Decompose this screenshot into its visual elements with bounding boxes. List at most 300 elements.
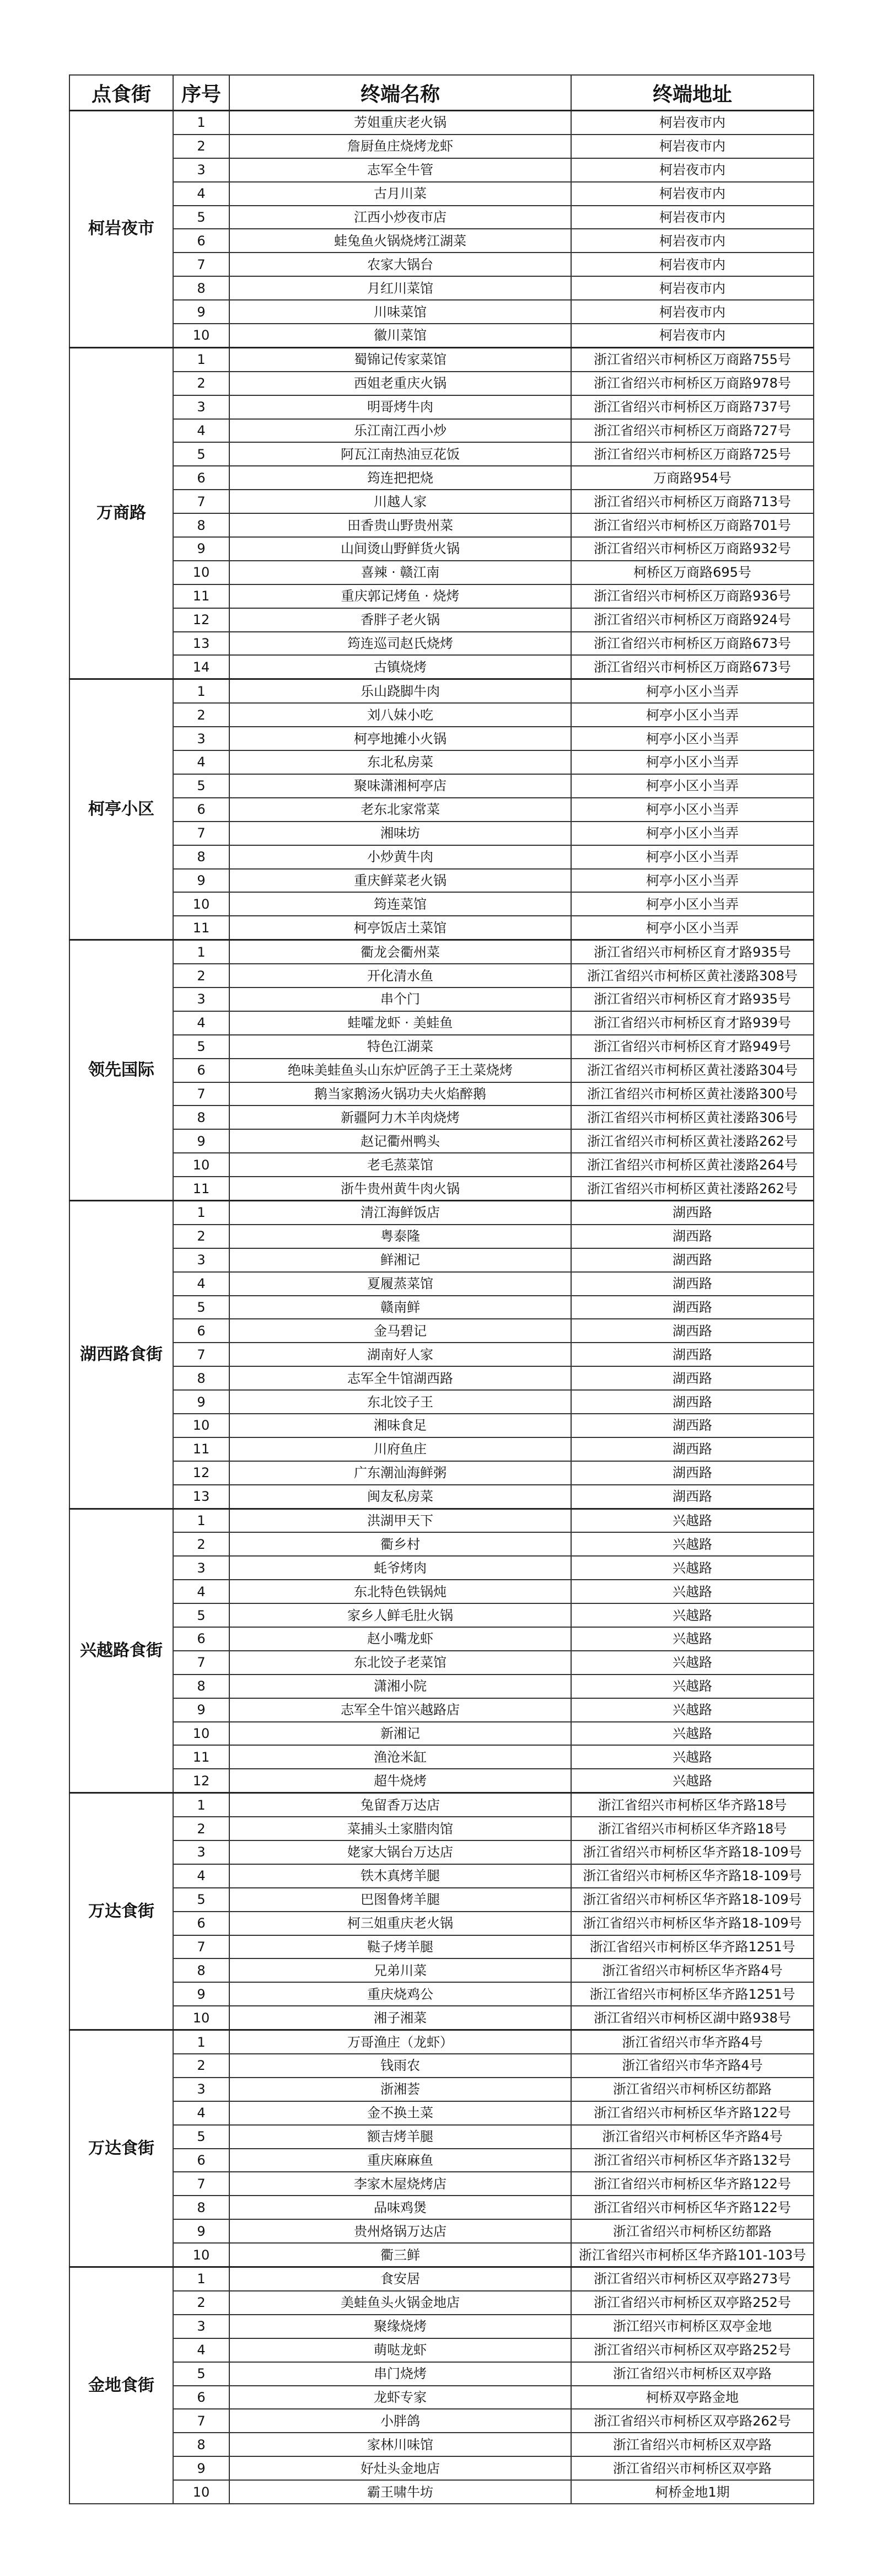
terminal-address-cell: 浙江省绍兴市柯桥区黄社溇路308号	[571, 964, 814, 988]
serial-number-cell: 8	[173, 1366, 229, 1390]
terminal-address-cell: 浙江省绍兴市柯桥区双亭路262号	[571, 2409, 814, 2433]
terminal-name-cell: 鞑子烤羊腿	[229, 1935, 571, 1959]
serial-number-cell: 14	[173, 655, 229, 679]
serial-number-cell: 11	[173, 916, 229, 940]
terminal-name-cell: 赣南鲜	[229, 1296, 571, 1319]
table-row	[69, 2101, 814, 2125]
serial-number-cell: 5	[173, 1888, 229, 1912]
terminal-name-cell: 江西小炒夜市店	[229, 206, 571, 229]
terminal-address-cell: 浙江省绍兴市柯桥区纺都路	[571, 2219, 814, 2243]
terminal-name-cell: 重庆鲜菜老火锅	[229, 869, 571, 893]
serial-number-cell: 6	[173, 466, 229, 490]
serial-number-cell: 6	[173, 1059, 229, 1082]
terminal-name-cell: 筠连巡司赵氏烧烤	[229, 632, 571, 656]
terminal-address-cell: 兴越路	[571, 1580, 814, 1603]
table-row	[69, 253, 814, 276]
terminal-address-cell: 柯岩夜市内	[571, 135, 814, 158]
table-row	[69, 1864, 814, 1888]
table-row	[69, 1366, 814, 1390]
table-row	[69, 798, 814, 822]
serial-number-cell: 5	[173, 2125, 229, 2149]
serial-number-cell: 9	[173, 2456, 229, 2480]
terminal-address-cell: 兴越路	[571, 1532, 814, 1556]
table-row	[69, 1461, 814, 1485]
table-row	[69, 1200, 814, 1224]
table-row	[69, 2338, 814, 2362]
terminal-name-cell: 川府鱼庄	[229, 1437, 571, 1461]
serial-number-cell: 4	[173, 1272, 229, 1296]
terminal-address-cell: 浙江省绍兴市柯桥区双亭路252号	[571, 2291, 814, 2315]
serial-number-cell: 2	[173, 372, 229, 395]
terminal-address-cell: 柯亭小区小当弄	[571, 916, 814, 940]
terminal-address-cell: 柯亭小区小当弄	[571, 869, 814, 893]
table-row	[69, 2456, 814, 2480]
table-row	[69, 442, 814, 466]
serial-number-cell: 9	[173, 1982, 229, 2006]
terminal-address-cell: 浙江省绍兴市柯桥区华齐路18-109号	[571, 1888, 814, 1912]
table-row	[69, 608, 814, 632]
serial-number-cell: 3	[173, 158, 229, 182]
terminal-name-cell: 柯亭饭店土菜馆	[229, 916, 571, 940]
terminal-name-cell: 湘味食足	[229, 1414, 571, 1437]
table-row	[69, 1722, 814, 1746]
serial-number-cell: 7	[173, 490, 229, 513]
serial-number-cell: 10	[173, 1414, 229, 1437]
terminal-list-document	[69, 74, 813, 2504]
table-row	[69, 988, 814, 1011]
terminal-name-cell: 美蛙鱼头火锅金地店	[229, 2291, 571, 2315]
terminal-address-cell: 兴越路	[571, 1603, 814, 1627]
table-row	[69, 940, 814, 964]
terminal-name-cell: 鹅当家鹅汤火锅功夫火焰醉鹅	[229, 1082, 571, 1106]
table-row	[69, 584, 814, 608]
table-row	[69, 1105, 814, 1129]
table-row	[69, 158, 814, 182]
serial-number-cell: 8	[173, 1105, 229, 1129]
table-row	[69, 395, 814, 419]
terminal-name-cell: 品味鸡煲	[229, 2196, 571, 2219]
terminal-name-cell: 夏履蒸菜馆	[229, 1272, 571, 1296]
serial-number-cell: 7	[173, 2172, 229, 2196]
serial-number-cell: 5	[173, 2362, 229, 2386]
terminal-address-cell: 浙江省绍兴市柯桥区华齐路1251号	[571, 1982, 814, 2006]
serial-number-cell: 7	[173, 2409, 229, 2433]
terminal-name-cell: 西姐老重庆火锅	[229, 372, 571, 395]
terminal-address-cell: 柯岩夜市内	[571, 158, 814, 182]
serial-number-cell: 5	[173, 442, 229, 466]
table-row	[69, 964, 814, 988]
terminal-address-cell: 柯亭小区小当弄	[571, 727, 814, 750]
serial-number-cell: 3	[173, 988, 229, 1011]
food-street-cell: 万达食街	[69, 2030, 173, 2267]
terminal-name-cell: 兔留香万达店	[229, 1793, 571, 1817]
terminal-name-cell: 湖南好人家	[229, 1343, 571, 1366]
serial-number-cell: 6	[173, 1319, 229, 1343]
table-row	[69, 2149, 814, 2172]
terminal-name-cell: 家乡人鲜毛肚火锅	[229, 1603, 571, 1627]
terminal-address-cell: 浙江省绍兴市柯桥区万商路713号	[571, 490, 814, 513]
terminal-name-cell: 金马碧记	[229, 1319, 571, 1343]
terminal-address-cell: 湖西路	[571, 1248, 814, 1272]
table-row	[69, 1769, 814, 1793]
serial-number-cell: 4	[173, 2338, 229, 2362]
terminal-address-cell: 浙江省绍兴市柯桥区万商路701号	[571, 513, 814, 537]
food-street-cell: 湖西路食街	[69, 1200, 173, 1509]
table-row	[69, 1556, 814, 1580]
terminal-address-cell: 浙江省绍兴市柯桥区黄社溇路262号	[571, 1129, 814, 1153]
table-row	[69, 1296, 814, 1319]
terminal-address-cell: 浙江省绍兴市柯桥区华齐路4号	[571, 1958, 814, 1982]
terminal-address-cell: 浙江省绍兴市柯桥区育才路935号	[571, 940, 814, 964]
table-row	[69, 1793, 814, 1817]
terminal-address-cell: 浙江省绍兴市柯桥区华齐路101-103号	[571, 2243, 814, 2267]
table-row	[69, 490, 814, 513]
terminal-address-cell: 浙江省绍兴市华齐路4号	[571, 2030, 814, 2054]
table-row	[69, 537, 814, 561]
serial-number-cell: 10	[173, 324, 229, 347]
table-row	[69, 822, 814, 845]
terminal-address-cell: 兴越路	[571, 1722, 814, 1746]
terminal-address-cell: 浙江省绍兴市柯桥区万商路932号	[571, 537, 814, 561]
table-row	[69, 1888, 814, 1912]
serial-number-cell: 7	[173, 822, 229, 845]
serial-number-cell: 6	[173, 1627, 229, 1651]
table-row	[69, 2030, 814, 2054]
terminal-address-cell: 浙江省绍兴市柯桥区双亭路	[571, 2362, 814, 2386]
terminal-name-cell: 田香贵山野贵州菜	[229, 513, 571, 537]
terminal-name-cell: 好灶头金地店	[229, 2456, 571, 2480]
serial-number-cell: 4	[173, 1580, 229, 1603]
terminal-address-cell: 浙江省绍兴市柯桥区华齐路18-109号	[571, 1912, 814, 1935]
header-food-street: 点食街	[69, 75, 173, 111]
terminal-address-cell: 浙江省绍兴市柯桥区华齐路122号	[571, 2196, 814, 2219]
serial-number-cell: 8	[173, 276, 229, 300]
terminal-address-cell: 浙江省绍兴市柯桥区华齐路122号	[571, 2172, 814, 2196]
terminal-name-cell: 超牛烧烤	[229, 1769, 571, 1793]
terminal-name-cell: 菜捕头土家腊肉馆	[229, 1817, 571, 1840]
table-row	[69, 513, 814, 537]
terminal-name-cell: 蛙兔鱼火锅烧烤江湖菜	[229, 229, 571, 253]
terminal-name-cell: 姥家大锅台万达店	[229, 1840, 571, 1864]
serial-number-cell: 6	[173, 2386, 229, 2409]
serial-number-cell: 13	[173, 632, 229, 656]
table-row	[69, 774, 814, 798]
table-row	[69, 2078, 814, 2101]
table-row	[69, 892, 814, 916]
table-row	[69, 1011, 814, 1035]
serial-number-cell: 6	[173, 229, 229, 253]
serial-number-cell: 10	[173, 1153, 229, 1177]
terminal-name-cell: 广东潮汕海鲜粥	[229, 1461, 571, 1485]
serial-number-cell: 2	[173, 135, 229, 158]
terminal-address-cell: 浙江省绍兴市柯桥区育才路949号	[571, 1035, 814, 1059]
table-row	[69, 135, 814, 158]
terminal-name-cell: 闽友私房菜	[229, 1485, 571, 1509]
serial-number-cell: 9	[173, 869, 229, 893]
terminal-address-cell: 浙江省绍兴市柯桥区双亭路	[571, 2456, 814, 2480]
terminal-name-cell: 衢三鲜	[229, 2243, 571, 2267]
terminal-name-cell: 家林川味馆	[229, 2433, 571, 2456]
serial-number-cell: 1	[173, 1200, 229, 1224]
terminal-name-cell: 李家木屋烧烤店	[229, 2172, 571, 2196]
terminal-name-cell: 金不换土菜	[229, 2101, 571, 2125]
table-row	[69, 1651, 814, 1675]
terminal-address-cell: 湖西路	[571, 1437, 814, 1461]
table-row	[69, 182, 814, 206]
terminal-name-cell: 赵小嘴龙虾	[229, 1627, 571, 1651]
terminal-name-cell: 串门烧烤	[229, 2362, 571, 2386]
food-street-cell: 金地食街	[69, 2267, 173, 2504]
table-row	[69, 1627, 814, 1651]
table-row	[69, 1082, 814, 1106]
terminal-name-cell: 重庆麻麻鱼	[229, 2149, 571, 2172]
terminal-address-cell: 湖西路	[571, 1343, 814, 1366]
terminal-address-cell: 浙江省绍兴市柯桥区华齐路18号	[571, 1793, 814, 1817]
table-row	[69, 276, 814, 300]
serial-number-cell: 2	[173, 964, 229, 988]
serial-number-cell: 11	[173, 1437, 229, 1461]
serial-number-cell: 7	[173, 1935, 229, 1959]
serial-number-cell: 5	[173, 774, 229, 798]
table-row	[69, 2172, 814, 2196]
table-row	[69, 1319, 814, 1343]
terminal-address-cell: 柯岩夜市内	[571, 182, 814, 206]
terminal-address-cell: 浙江省绍兴市柯桥区华齐路18-109号	[571, 1864, 814, 1888]
terminal-address-cell: 湖西路	[571, 1390, 814, 1414]
terminal-address-cell: 浙江省绍兴市柯桥区育才路939号	[571, 1011, 814, 1035]
terminal-address-cell: 浙江省绍兴市柯桥区双亭路252号	[571, 2338, 814, 2362]
terminal-name-cell: 兄弟川菜	[229, 1958, 571, 1982]
terminal-address-cell: 兴越路	[571, 1745, 814, 1769]
terminal-name-cell: 东北饺子老菜馆	[229, 1651, 571, 1675]
table-row	[69, 1935, 814, 1959]
terminal-address-cell: 浙江省绍兴市柯桥区华齐路4号	[571, 2125, 814, 2149]
terminal-name-cell: 洪湖甲天下	[229, 1509, 571, 1532]
header-terminal-address: 终端地址	[571, 75, 814, 111]
terminal-name-cell: 潇湘小院	[229, 1675, 571, 1698]
table-row	[69, 1035, 814, 1059]
serial-number-cell: 2	[173, 703, 229, 727]
serial-number-cell: 7	[173, 253, 229, 276]
table-row	[69, 229, 814, 253]
terminal-name-cell: 阿瓦江南热油豆花饭	[229, 442, 571, 466]
terminal-address-cell: 柯岩夜市内	[571, 276, 814, 300]
table-row	[69, 655, 814, 679]
terminal-name-cell: 绝味美蛙鱼头山东炉匠鸽子王土菜烧烤	[229, 1059, 571, 1082]
terminal-address-cell: 浙江省绍兴市柯桥区黄社溇路306号	[571, 1105, 814, 1129]
table-row	[69, 1272, 814, 1296]
terminal-address-cell: 柯岩夜市内	[571, 300, 814, 324]
terminal-address-cell: 湖西路	[571, 1485, 814, 1509]
table-row	[69, 2433, 814, 2456]
table-row	[69, 2480, 814, 2504]
serial-number-cell: 2	[173, 1225, 229, 1248]
terminal-name-cell: 霸王啸牛坊	[229, 2480, 571, 2504]
table-row	[69, 1817, 814, 1840]
terminal-address-cell: 浙江省绍兴市柯桥区华齐路1251号	[571, 1935, 814, 1959]
food-street-cell: 万达食街	[69, 1793, 173, 2030]
serial-number-cell: 3	[173, 727, 229, 750]
serial-number-cell: 12	[173, 608, 229, 632]
table-row	[69, 2386, 814, 2409]
terminal-name-cell: 蛙嚯龙虾 · 美蛙鱼	[229, 1011, 571, 1035]
terminal-address-cell: 湖西路	[571, 1461, 814, 1485]
table-row	[69, 2054, 814, 2078]
serial-number-cell: 9	[173, 1698, 229, 1722]
terminal-address-cell: 柯岩夜市内	[571, 253, 814, 276]
terminal-address-cell: 柯亭小区小当弄	[571, 822, 814, 845]
table-row	[69, 750, 814, 774]
serial-number-cell: 7	[173, 1343, 229, 1366]
terminal-name-cell: 筠连把把烧	[229, 466, 571, 490]
serial-number-cell: 12	[173, 1769, 229, 1793]
table-row	[69, 419, 814, 443]
terminal-address-cell: 浙江省绍兴市柯桥区万商路673号	[571, 632, 814, 656]
terminal-name-cell: 湘味坊	[229, 822, 571, 845]
table-row	[69, 2315, 814, 2338]
terminal-address-cell: 柯亭小区小当弄	[571, 845, 814, 869]
terminal-address-cell: 兴越路	[571, 1509, 814, 1532]
serial-number-cell: 12	[173, 1461, 229, 1485]
terminal-address-cell: 浙江省绍兴市柯桥区万商路725号	[571, 442, 814, 466]
terminal-address-cell: 兴越路	[571, 1627, 814, 1651]
serial-number-cell: 1	[173, 347, 229, 371]
serial-number-cell: 4	[173, 182, 229, 206]
serial-number-cell: 10	[173, 1722, 229, 1746]
serial-number-cell: 6	[173, 798, 229, 822]
serial-number-cell: 1	[173, 679, 229, 703]
terminal-name-cell: 月红川菜馆	[229, 276, 571, 300]
serial-number-cell: 3	[173, 2078, 229, 2101]
serial-number-cell: 4	[173, 419, 229, 443]
table-row	[69, 916, 814, 940]
table-row	[69, 2267, 814, 2291]
serial-number-cell: 10	[173, 561, 229, 584]
terminal-name-cell: 清江海鲜饭店	[229, 1200, 571, 1224]
terminal-name-cell: 衢乡村	[229, 1532, 571, 1556]
table-row	[69, 1437, 814, 1461]
terminal-name-cell: 蚝爷烤肉	[229, 1556, 571, 1580]
table-row	[69, 869, 814, 893]
terminal-name-cell: 龙虾专家	[229, 2386, 571, 2409]
serial-number-cell: 2	[173, 2291, 229, 2315]
terminal-name-cell: 古月川菜	[229, 182, 571, 206]
table-row	[69, 1840, 814, 1864]
terminal-address-cell: 浙江省绍兴市柯桥区黄社溇路264号	[571, 1153, 814, 1177]
terminal-address-cell: 浙江绍兴市柯桥区双亭金地	[571, 2315, 814, 2338]
serial-number-cell: 1	[173, 940, 229, 964]
table-row	[69, 2291, 814, 2315]
terminal-name-cell: 志军全牛馆湖西路	[229, 1366, 571, 1390]
terminal-name-cell: 衢龙会衢州菜	[229, 940, 571, 964]
terminal-address-cell: 万商路954号	[571, 466, 814, 490]
header-serial-number: 序号	[173, 75, 229, 111]
table-row	[69, 1059, 814, 1082]
terminal-name-cell: 东北特色铁锅炖	[229, 1580, 571, 1603]
table-row	[69, 1603, 814, 1627]
terminal-address-cell: 柯岩夜市内	[571, 324, 814, 347]
terminal-address-cell: 柯岩夜市内	[571, 229, 814, 253]
serial-number-cell: 5	[173, 1035, 229, 1059]
terminal-name-cell: 徽川菜馆	[229, 324, 571, 347]
terminal-name-cell: 串个门	[229, 988, 571, 1011]
terminal-name-cell: 赵记衢州鸭头	[229, 1129, 571, 1153]
serial-number-cell: 9	[173, 300, 229, 324]
terminal-address-cell: 浙江省绍兴市柯桥区双亭路273号	[571, 2267, 814, 2291]
serial-number-cell: 9	[173, 2219, 229, 2243]
serial-number-cell: 5	[173, 1296, 229, 1319]
serial-number-cell: 4	[173, 2101, 229, 2125]
serial-number-cell: 2	[173, 1532, 229, 1556]
terminal-name-cell: 志军全牛管	[229, 158, 571, 182]
serial-number-cell: 1	[173, 2267, 229, 2291]
food-street-cell: 兴越路食街	[69, 1509, 173, 1793]
table-row	[69, 206, 814, 229]
terminal-name-cell: 东北私房菜	[229, 750, 571, 774]
table-row	[69, 1248, 814, 1272]
terminal-address-cell: 兴越路	[571, 1698, 814, 1722]
terminal-name-cell: 刘八妹小吃	[229, 703, 571, 727]
terminal-address-cell: 柯亭小区小当弄	[571, 774, 814, 798]
table-row	[69, 1414, 814, 1437]
serial-number-cell: 1	[173, 1793, 229, 1817]
table-row	[69, 1675, 814, 1698]
table-row	[69, 2243, 814, 2267]
terminal-address-cell: 浙江省绍兴市柯桥区万商路737号	[571, 395, 814, 419]
serial-number-cell: 8	[173, 1958, 229, 1982]
serial-number-cell: 4	[173, 750, 229, 774]
table-row	[69, 632, 814, 656]
serial-number-cell: 10	[173, 2480, 229, 2504]
terminal-address-cell: 兴越路	[571, 1675, 814, 1698]
table-row	[69, 2409, 814, 2433]
table-row	[69, 1485, 814, 1509]
terminal-name-cell: 明哥烤牛肉	[229, 395, 571, 419]
terminal-address-cell: 柯桥区万商路695号	[571, 561, 814, 584]
terminal-name-cell: 芳姐重庆老火锅	[229, 111, 571, 135]
terminal-name-cell: 川味菜馆	[229, 300, 571, 324]
terminal-name-cell: 蜀锦记传家菜馆	[229, 347, 571, 371]
table-row	[69, 1912, 814, 1935]
serial-number-cell: 1	[173, 111, 229, 135]
table-row	[69, 324, 814, 347]
terminal-address-cell: 柯桥金地1期	[571, 2480, 814, 2504]
serial-number-cell: 3	[173, 2315, 229, 2338]
terminal-address-cell: 浙江省绍兴市柯桥区万商路727号	[571, 419, 814, 443]
terminal-name-cell: 重庆烧鸡公	[229, 1982, 571, 2006]
terminal-name-cell: 特色江湖菜	[229, 1035, 571, 1059]
terminal-name-cell: 乐山跷脚牛肉	[229, 679, 571, 703]
terminal-address-cell: 柯岩夜市内	[571, 206, 814, 229]
terminal-name-cell: 食安居	[229, 2267, 571, 2291]
terminal-address-cell: 柯岩夜市内	[571, 111, 814, 135]
table-row	[69, 2362, 814, 2386]
terminal-address-cell: 柯亭小区小当弄	[571, 679, 814, 703]
terminal-address-cell: 浙江省绍兴市柯桥区华齐路132号	[571, 2149, 814, 2172]
serial-number-cell: 2	[173, 1817, 229, 1840]
terminal-address-cell: 浙江省绍兴市柯桥区湖中路938号	[571, 2006, 814, 2030]
terminal-address-cell: 浙江省绍兴市柯桥区万商路936号	[571, 584, 814, 608]
terminal-name-cell: 粤泰隆	[229, 1225, 571, 1248]
food-street-cell: 领先国际	[69, 940, 173, 1201]
terminal-address-cell: 浙江省绍兴市柯桥区万商路755号	[571, 347, 814, 371]
table-row	[69, 1153, 814, 1177]
terminal-address-cell: 浙江省绍兴市柯桥区双亭路	[571, 2433, 814, 2456]
table-row	[69, 2006, 814, 2030]
terminal-name-cell: 额吉烤羊腿	[229, 2125, 571, 2149]
table-header-row	[69, 75, 814, 111]
table-row	[69, 845, 814, 869]
